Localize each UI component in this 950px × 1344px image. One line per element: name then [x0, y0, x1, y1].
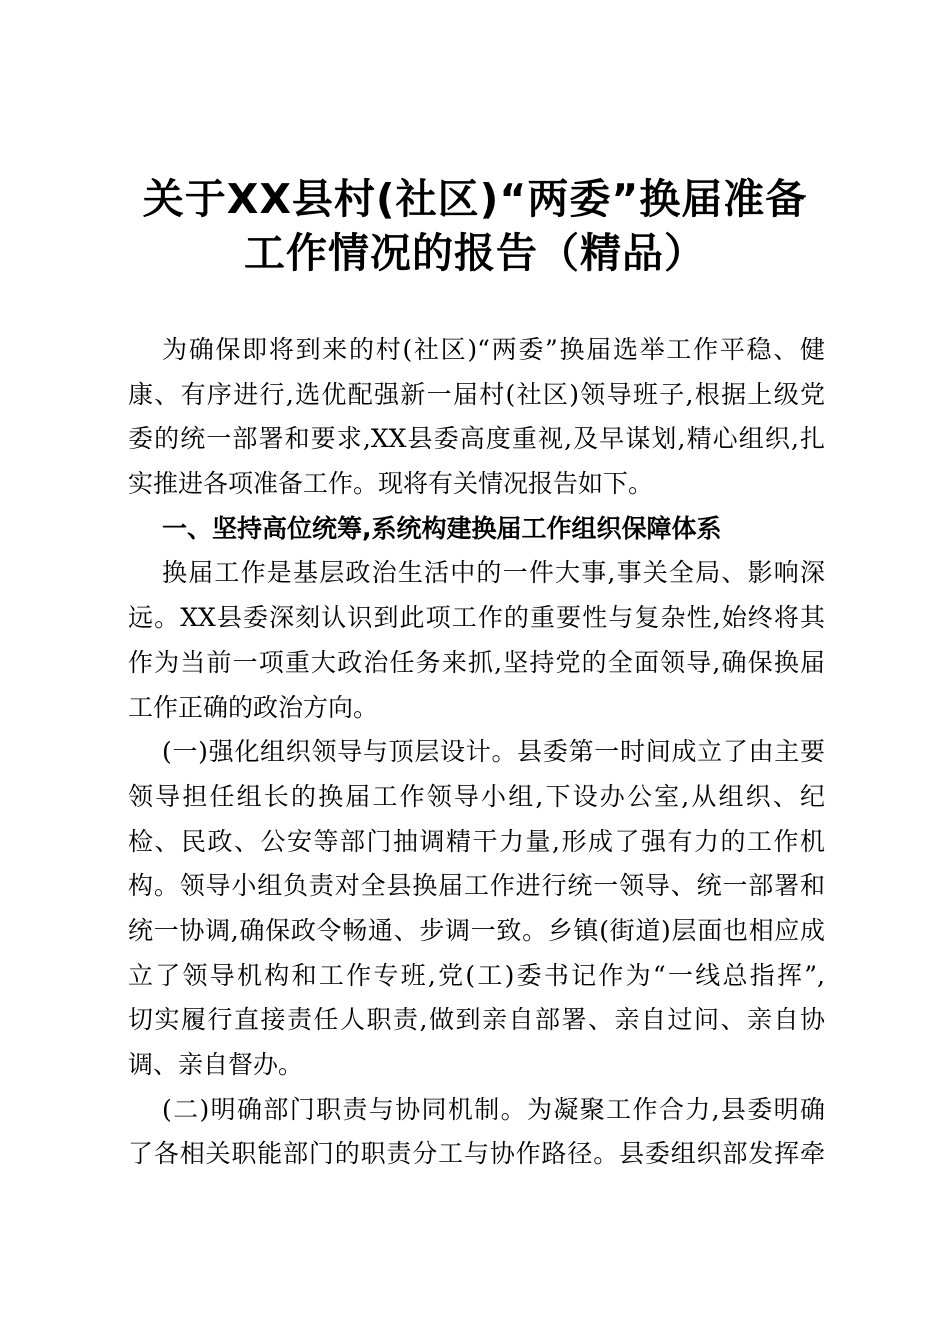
paragraph [128, 551, 825, 730]
text-line: 换届工作是基层政治生活中的一件大事,事关全局、影响深 [162, 558, 825, 588]
document-title-line-1: 关于XX县村(社区)“两委”换届准备 [142, 175, 808, 223]
text-line: 立了领导机构和工作专班,党(工)委书记作为“一线总指挥”, [128, 960, 825, 990]
text-line: 调、亲自督办。 [128, 1050, 304, 1079]
paragraph [128, 328, 825, 507]
text-line: 领导担任组长的换届工作领导小组,下设办公室,从组织、纪 [128, 781, 825, 811]
paragraph [128, 730, 825, 1088]
text-line: (二)明确部门职责与协同机制。为凝聚工作合力,县委明确 [162, 1094, 825, 1124]
text-line: 远。XX县委深刻认识到此项工作的重要性与复杂性,始终将其 [128, 603, 825, 633]
text-line: 为确保即将到来的村(社区)“两委”换届选举工作平稳、健 [162, 335, 825, 364]
text-line: 了各相关职能部门的职责分工与协作路径。县委组织部发挥牵 [128, 1139, 825, 1169]
text-line: 实推进各项准备工作。现将有关情况报告如下。 [128, 469, 654, 499]
text-line: 委的统一部署和要求,XX县委高度重视,及早谋划,精心组织,扎 [128, 424, 825, 454]
text-line: (一)强化组织领导与顶层设计。县委第一时间成立了由主要 [162, 737, 825, 767]
text-line: 康、有序进行,选优配强新一届村(社区)领导班子,根据上级党 [128, 379, 825, 409]
paragraph [128, 1088, 825, 1177]
text-line: 一、坚持高位统筹,系统构建换届工作组织保障体系 [162, 513, 722, 543]
document-body [128, 328, 825, 1177]
text-line: 构。领导小组负责对全县换届工作进行统一领导、统一部署和 [128, 871, 825, 901]
text-line: 检、民政、公安等部门抽调精干力量,形成了强有力的工作机 [128, 826, 825, 856]
text-line: 工作正确的政治方向。 [128, 692, 379, 722]
document-title-line-2: 工作情况的报告（精品） [244, 229, 706, 277]
text-line: 作为当前一项重大政治任务来抓,坚持党的全面领导,确保换届 [128, 647, 825, 677]
text-line: 统一协调,确保政令畅通、步调一致。乡镇(街道)层面也相应成 [128, 915, 825, 945]
section-heading [128, 507, 825, 552]
text-line: 切实履行直接责任人职责,做到亲自部署、亲自过问、亲自协 [128, 1005, 825, 1035]
